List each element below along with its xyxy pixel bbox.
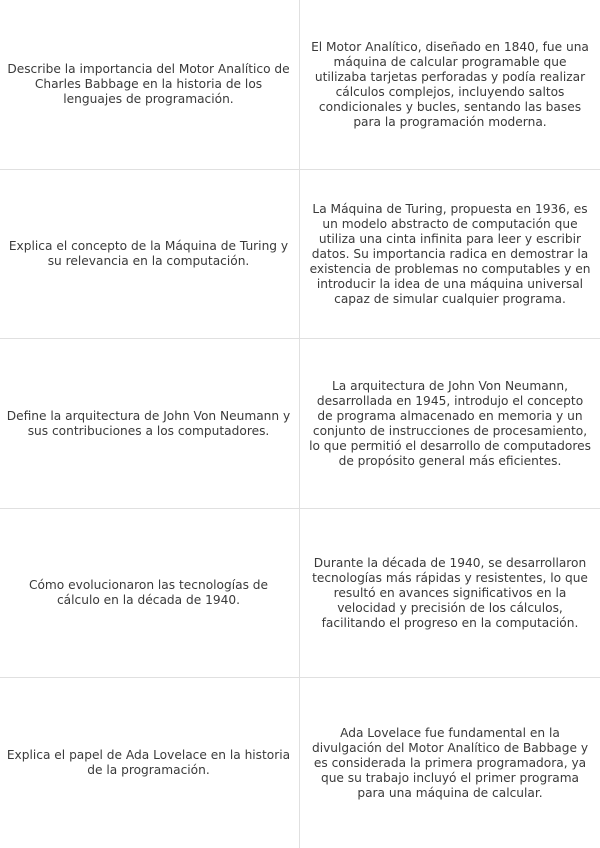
card-question: Describe la importancia del Motor Analítico de Charles Babbage en la historia de los lenguajes de programación. [0, 0, 300, 170]
card-answer: El Motor Analítico, diseñado en 1840, fue una máquina de calcular programable que utilizaba tarjetas perforadas y podía realizar cálculos complejos, incluyendo saltos condicionales y bucles, sentando las bases para la programación moderna. [300, 0, 600, 170]
card-answer: Ada Lovelace fue fundamental en la divulgación del Motor Analítico de Babbage y es considerada la primera programadora, ya que su trabajo incluyó el primer programa para una máquina de calcular. [311, 725, 589, 800]
card-question: Explica el concepto de la Máquina de Turing y su relevancia en la computación. [0, 170, 300, 339]
card-answer: La arquitectura de John Von Neumann, desarrollada en 1945, introdujo el concepto de programa almacenado en memoria y un conjunto de instrucciones de procesamiento, lo que permitió el desarrollo de computadores de propósito general más eficientes. [300, 339, 600, 509]
card-answer: La Máquina de Turing, propuesta en 1936, es un modelo abstracto de computación que utiliza una cinta infinita para leer y escribir datos. Su importancia radica en demostrar la existencia de problemas no computables y en introducir la idea de una máquina universal capaz de simular cualquier programa. [300, 170, 600, 339]
card-answer: Durante la década de 1940, se desarrollaron tecnologías más rápidas y resistentes, lo que resultó en avances significativos en la velocidad y precisión de los cálculos, facilitando el progreso en la computación. [300, 509, 600, 678]
card-question: Cómo evolucionaron las tecnologías de cálculo en la década de 1940. [0, 509, 300, 678]
card-question: Define la arquitectura de John Von Neumann y sus contribuciones a los computadores. [0, 339, 300, 509]
card-question: Explica el papel de Ada Lovelace en la historia de la programación. [0, 678, 300, 848]
